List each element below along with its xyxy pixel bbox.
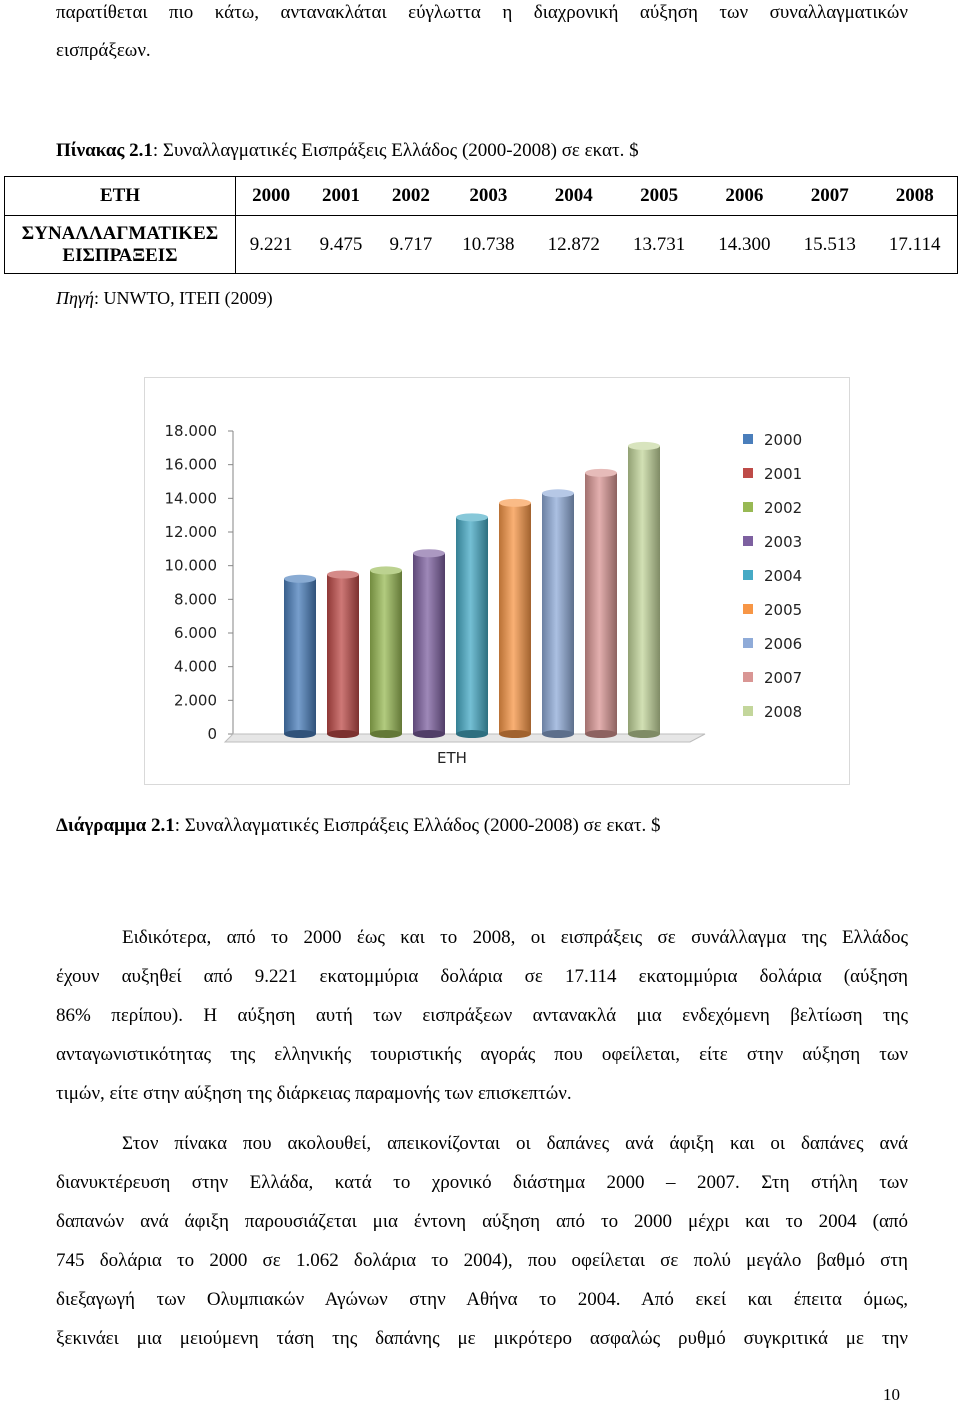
bar-base <box>327 730 359 738</box>
body-paragraph-2 <box>56 1124 908 1358</box>
intro-line: παρατίθεται πιο κάτω, αντανακλάται εύγλωττα η διαχρονική αύξηση των συναλλαγματικών <box>56 2 908 23</box>
intro-paragraph-end <box>56 40 908 62</box>
table-row <box>5 216 958 274</box>
y-tick-label: 12.000 <box>164 523 217 541</box>
table-row-label <box>5 216 236 274</box>
body-line: Ειδικότερα, από το 2000 έως και το 2008, οι εισπράξεις σε συνάλλαγμα της Ελλάδος <box>122 927 908 948</box>
bar-top <box>628 442 660 450</box>
legend-swatch <box>743 570 753 580</box>
table-header-year: 2003 <box>446 177 531 216</box>
table-header-year: 2006 <box>702 177 787 216</box>
legend-swatch <box>743 434 753 444</box>
legend-label: 2005 <box>764 601 803 619</box>
y-tick-label: 16.000 <box>164 455 217 474</box>
intro-line: εισπράξεων. <box>56 40 151 61</box>
bar-base <box>585 730 617 738</box>
table-header-year: 2004 <box>531 177 616 216</box>
bar <box>284 579 316 734</box>
legend-label: 2001 <box>764 465 803 483</box>
table-header-year: 2000 <box>236 177 307 216</box>
bar-base <box>499 730 531 738</box>
bar-top <box>542 489 574 497</box>
x-axis-label: ΕΤΗ <box>437 749 467 767</box>
bar-base <box>413 730 445 738</box>
legend-swatch <box>743 604 753 614</box>
bar <box>628 446 660 734</box>
body-line: διεξαγωγή των Ολυμπιακών Αγώνων στην Αθήνα το 2004. Από εκεί και έπειτα όμως, <box>56 1289 908 1310</box>
bar-top <box>585 469 617 477</box>
table-header-year: 2001 <box>306 177 376 216</box>
bar-base <box>370 730 402 738</box>
y-tick-label: 8.000 <box>174 590 217 609</box>
bar <box>585 473 617 734</box>
figure-caption-label: Διάγραμμα 2.1 <box>56 815 175 836</box>
bar <box>456 517 488 734</box>
intro-paragraph <box>56 2 908 24</box>
figure-caption <box>56 815 660 837</box>
body-line: 745 δολάρια το 2000 σε 1.062 δολάρια το 2004), που οφείλεται σε πολύ μεγάλο βαθμό στη <box>56 1250 908 1271</box>
body-line: δαπανών ανά άφιξη παρουσιάζεται μια έντονη αύξηση από το 2000 μέχρι και το 2004 (από <box>56 1211 908 1232</box>
legend-label: 2000 <box>764 431 803 449</box>
y-tick-label: 14.000 <box>164 489 217 508</box>
bar-top <box>413 549 445 557</box>
body-paragraph-1 <box>56 918 908 1113</box>
table-cell: 15.513 <box>787 216 872 274</box>
bar-top <box>284 575 316 583</box>
bar-top <box>456 513 488 521</box>
chart-svg <box>145 378 851 786</box>
table-caption-text: : Συναλλαγματικές Εισπράξεις Ελλάδος (2000-2008) σε εκατ. $ <box>152 140 639 161</box>
body-line: Στον πίνακα που ακολουθεί, απεικονίζονται οι δαπάνες ανά άφιξη και οι δαπάνες ανά <box>122 1133 908 1154</box>
y-tick-label: 18.000 <box>164 422 217 440</box>
y-tick-label: 2.000 <box>174 691 217 710</box>
bar-base <box>284 730 316 738</box>
table-cell: 13.731 <box>616 216 701 274</box>
bar-base <box>456 730 488 738</box>
receipts-table <box>4 176 958 274</box>
legend-swatch <box>743 502 753 512</box>
table-source-label: Πηγή <box>56 288 94 308</box>
table-source <box>56 288 273 309</box>
bar <box>370 570 402 734</box>
table-cell: 17.114 <box>872 216 957 274</box>
table-header-label: ΕΤΗ <box>5 177 236 216</box>
legend-label: 2008 <box>764 703 803 721</box>
legend-label: 2002 <box>764 499 803 517</box>
body-line: ανταγωνιστικότητας της ελληνικής τουριστικής αγοράς που οφείλεται, είτε στην αύξηση των <box>56 1044 908 1065</box>
bar <box>499 503 531 734</box>
bar-top <box>370 566 402 574</box>
body-line: έχουν αυξηθεί από 9.221 εκατομμύρια δολάρια σε 17.114 εκατομμύρια δολάρια (αύξηση <box>56 966 908 987</box>
y-tick-label: 6.000 <box>174 624 217 642</box>
legend-label: 2004 <box>764 567 803 585</box>
table-cell: 12.872 <box>531 216 616 274</box>
legend-label: 2003 <box>764 533 803 551</box>
body-line: διανυκτέρευση στην Ελλάδα, κατά το χρονικό διάστημα 2000 – 2007. Στη στήλη των <box>56 1172 908 1193</box>
table-cell: 14.300 <box>702 216 787 274</box>
table-row-label-line: ΕΙΣΠΡΑΞΕΙΣ <box>62 244 178 266</box>
table-header-year: 2007 <box>787 177 872 216</box>
legend-swatch <box>743 672 753 682</box>
legend-label: 2006 <box>764 635 803 653</box>
table-caption <box>56 140 639 162</box>
receipts-chart <box>144 377 850 785</box>
table-header-year: 2008 <box>872 177 957 216</box>
table-row-label-line: ΣΥΝΑΛΛΑΓΜΑΤΙΚΕΣ <box>21 222 219 244</box>
table-caption-label: Πίνακας 2.1 <box>56 140 153 161</box>
table-cell: 9.475 <box>306 216 376 274</box>
y-tick-label: 10.000 <box>164 556 217 575</box>
bar-top <box>327 571 359 579</box>
table-cell: 9.221 <box>236 216 307 274</box>
bar-base <box>542 730 574 738</box>
y-tick-label: 0 <box>207 725 217 743</box>
legend-swatch <box>743 638 753 648</box>
body-line: ξεκινάει μια μειούμενη τάση της δαπάνης με μικρότερο ασφαλώς ρυθμό συγκριτικά με την <box>56 1328 908 1349</box>
legend-swatch <box>743 706 753 716</box>
body-line: 86% περίπου). Η αύξηση αυτή των εισπράξεων αντανακλά μια ενδεχόμενη βελτίωση της <box>56 1005 908 1026</box>
table-header-row <box>5 177 958 216</box>
table-header-year: 2005 <box>616 177 701 216</box>
bar-base <box>628 730 660 738</box>
legend-swatch <box>743 468 753 478</box>
bar <box>327 575 359 734</box>
body-line: τιμών, είτε στην αύξηση της διάρκειας παραμονής των επισκεπτών. <box>56 1083 572 1104</box>
page-number: 10 <box>883 1385 900 1404</box>
legend-swatch <box>743 536 753 546</box>
figure-caption-text: : Συναλλαγματικές Εισπράξεις Ελλάδος (2000-2008) σε εκατ. $ <box>174 815 661 836</box>
bar-top <box>499 499 531 507</box>
bar <box>542 493 574 734</box>
table-source-text: : UNWTO, ΙΤΕΠ (2009) <box>93 288 273 308</box>
table-header-year: 2002 <box>376 177 446 216</box>
table-cell: 10.738 <box>446 216 531 274</box>
y-tick-label: 4.000 <box>174 657 217 676</box>
table-cell: 9.717 <box>376 216 446 274</box>
legend-label: 2007 <box>764 669 803 687</box>
bar <box>413 553 445 734</box>
